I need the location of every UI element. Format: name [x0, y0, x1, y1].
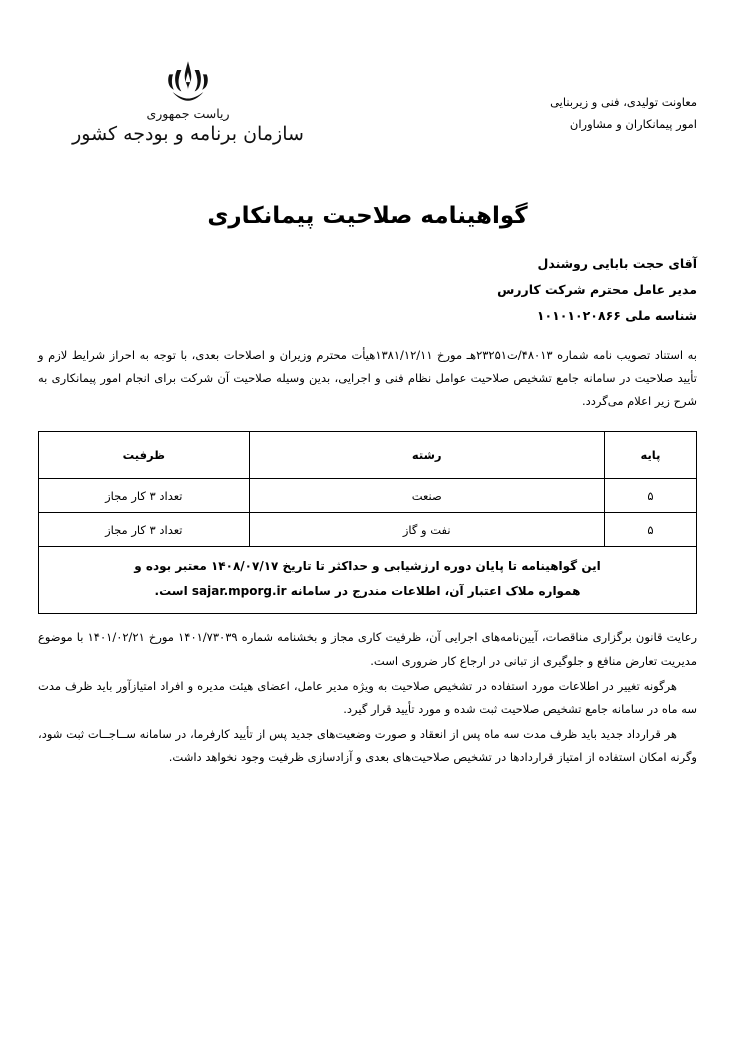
organization-block [38, 58, 338, 145]
note-item: هرگونه تغییر در اطلاعات مورد استفاده در تشخیص صلاحیت به ویژه مدیر عامل، اعضای هیئت مدیره و افراد امتیازآور باید ظرف مدت سه ماه در سامانه جامع تشخیص صلاحیت ثبت شده و مورد تأیید قرار گیرد. [38, 678, 697, 717]
cell-grade: ۵ [604, 479, 696, 513]
deputy-line-1: معاونت تولیدی، فنی و زیربنایی [550, 95, 697, 109]
validity-line-2-post: است. [154, 584, 192, 599]
iran-emblem-icon [160, 58, 216, 104]
table-header-row [39, 432, 697, 479]
table-row [39, 479, 697, 513]
deputy-block [532, 92, 697, 136]
validity-note [38, 547, 697, 614]
validity-line-2-pre: همواره ملاک اعتبار آن، اطلاعات مندرج در سامانه [286, 584, 581, 599]
deputy-line-2: امور پیمانکاران و مشاوران [569, 116, 697, 131]
table-row [39, 513, 697, 547]
cell-grade: ۵ [604, 513, 696, 547]
addressee-national-id: شناسه ملی ۱۰۱۰۱۰۲۰۸۶۶ [536, 308, 697, 323]
notes-block [38, 626, 697, 769]
note-item: رعایت قانون برگزاری مناقصات، آیین‌نامه‌های اجرایی آن، ظرفیت کاری مجاز و بخشنامه شماره ۱۴۰۱/۷۳۰۳۹ مورخ ۱۴۰۱/۰۲/۲۱ با موضوع مدیریت تعارض منافع و جلوگیری از تبانی در ارجاع کار ضروری است. [38, 630, 698, 668]
addressee-block [38, 251, 697, 328]
cell-field: صنعت [249, 479, 604, 513]
validity-line-1: این گواهینامه تا پایان دوره ارزشیابی و حداکثر تا تاریخ ۱۴۰۸/۰۷/۱۷ معتبر بوده و [134, 559, 601, 573]
addressee-position: مدیر عامل محترم شرکت کاررس [497, 282, 697, 297]
qualification-table [38, 431, 697, 547]
column-header-grade: پایه [604, 432, 696, 479]
org-line-1: ریاست جمهوری [146, 106, 230, 121]
cell-capacity: تعداد ۳ کار مجاز [39, 513, 250, 547]
note-item: هر قرارداد جدید باید ظرف مدت سه ماه پس از انعقاد و صورت وضعیت‌های جدید پس از تأیید کارفرما، در سامانه ســاجــات ثبت شود، وگرنه امکان استفاده از امتیاز قراردادها در تشخیص صلاحیت‌های بعدی و آزادسازی ظرفیت وجود نخواهد داشت. [38, 726, 697, 765]
cell-field: نفت و گاز [249, 513, 604, 547]
intro-paragraph: به استناد تصویب نامه شماره ۴۸۰۱۳/ت۲۳۲۵۱هـ مورخ ۱۳۸۱/۱۲/۱۱هیأت محترم وزیران و اصلاحات بعدی، با توجه به احراز شرایط لازم و تأیید صلاحیت در سامانه جامع تشخیص صلاحیت عوامل نظام فنی و اجرایی، بدین وسیله صلاحیت آن شرکت برای انجام امور پیمانکاری به شرح زیر اعلام می‌گردد. [38, 348, 697, 408]
validity-line-2 [47, 579, 688, 604]
cell-capacity: تعداد ۳ کار مجاز [39, 479, 250, 513]
column-header-capacity: ظرفیت [39, 432, 250, 479]
addressee-name: آقای حجت بابایی روشندل [537, 256, 697, 271]
org-line-2: سازمان برنامه و بودجه کشور [72, 123, 304, 145]
page-title: گواهینامه صلاحیت پیمانکاری [207, 203, 528, 229]
sajar-portal-address: sajar.mporg.ir [191, 584, 287, 599]
column-header-field: رشته [249, 432, 604, 479]
document-header [38, 58, 697, 145]
